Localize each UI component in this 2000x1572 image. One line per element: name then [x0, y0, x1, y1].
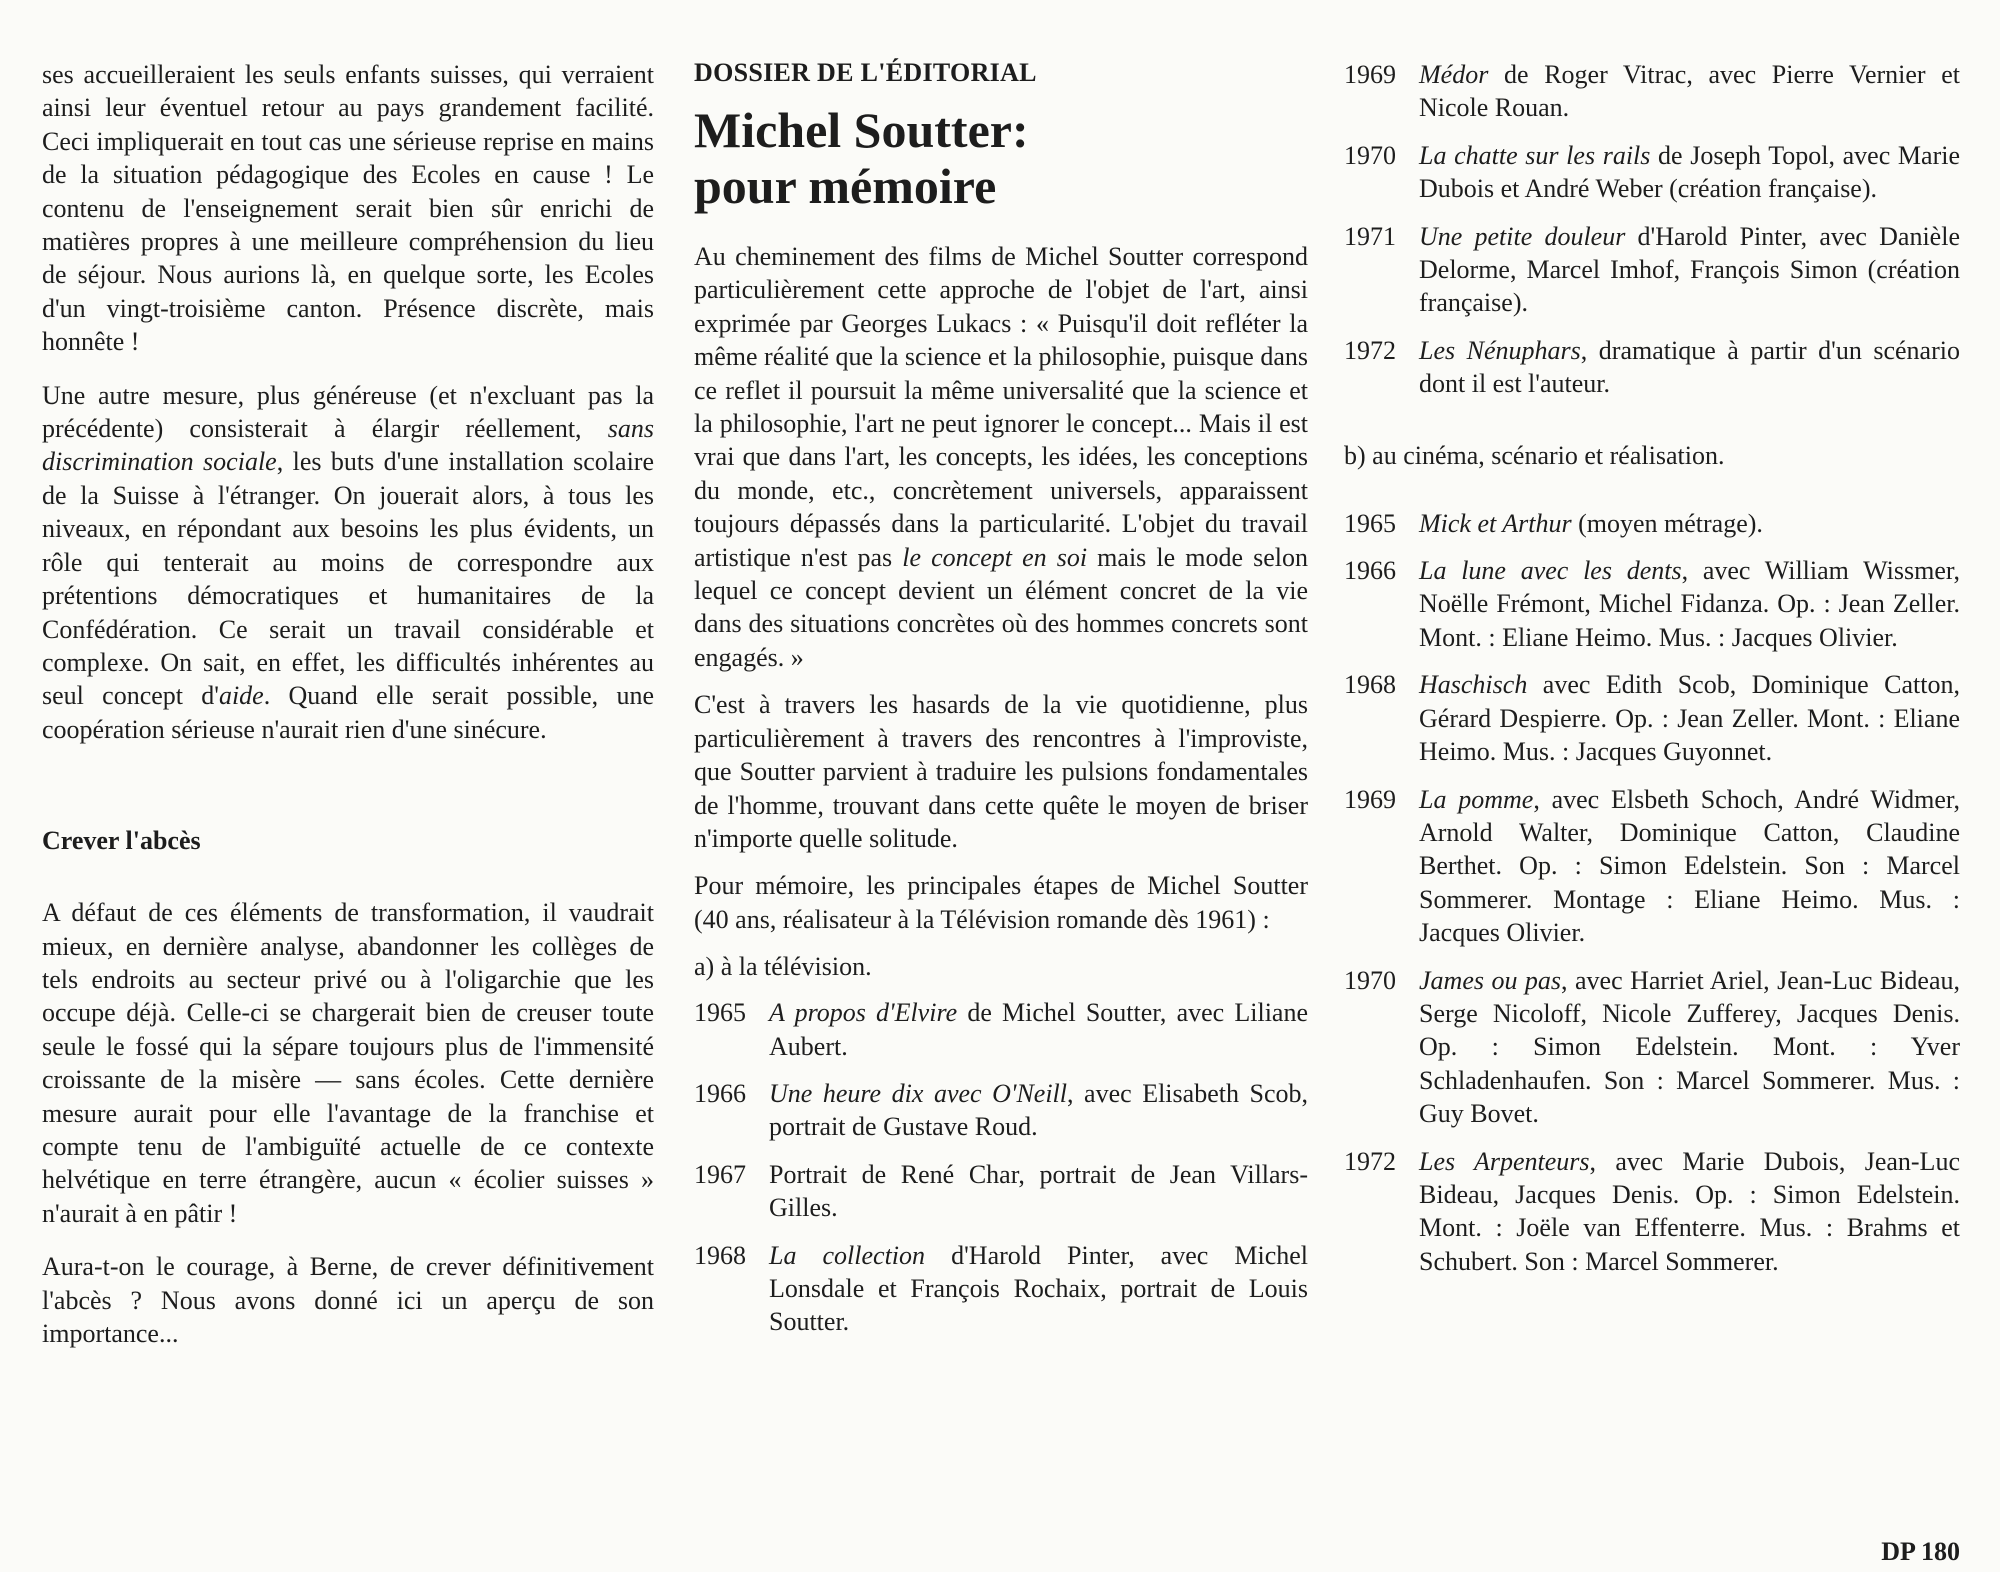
- cinema-list: [1344, 507, 1960, 1279]
- entry-text: [1419, 58, 1960, 125]
- entry-details: , avec Harriet Ariel, Jean-Luc Bideau, Serge Nicoloff, Nicole Zufferey, Jacques Denis. Op. : Simon Edelstein. Mont. : Yver Schladenhaufen. Son : Marcel Sommerer. Mus. : Guy Bovet.: [1419, 965, 1961, 1129]
- list-item: [694, 1239, 1308, 1339]
- paragraph: Au cheminement des films de Michel Soutter correspond particulièrement cette approche de l'objet de l'art, ainsi exprimée par Georges Lukacs : « Puisqu'il doit refléter la même réalité que la science et la philosophie, puisque dans ce reflet il poursuit la même universalité que la science et la philosophie, l'art ne peut ignorer le concept... Mais il est vrai que dans l'art, les concepts, les idées, les conceptions du monde, etc., concrètement universels, apparaissent toujours dépassés dans la particularité. L'objet du travail artistique n'est pas le concept en soi mais le mode selon lequel ce concept devient un élément concret de la vie dans des situations concrètes où des hommes concrets sont engagés. »: [694, 242, 1308, 672]
- entry-year: 1972: [1344, 1146, 1396, 1176]
- paragraph: C'est à travers les hasards de la vie quotidienne, plus particulièrement à travers des rencontres à l'improviste, que Soutter parvient à traduire les pulsions fondamentales de l'homme, trouvant dans cette quête le moyen de briser n'importe quelle solitude.: [694, 690, 1308, 853]
- entry-details: , avec Elsbeth Schoch, André Widmer, Arnold Walter, Dominique Catton, Claudine Berthet. Op. : Simon Edelstein. Son : Marcel Sommerer. Montage : Eliane Heimo. Mus. : Jacques Olivier.: [1419, 784, 1960, 948]
- entry-year: 1970: [1344, 965, 1396, 995]
- entry-year: 1967: [694, 1159, 746, 1189]
- entry-title: La collection: [769, 1240, 926, 1270]
- list-item: [1344, 220, 1960, 320]
- paragraph: A défaut de ces éléments de transformation, il vaudrait mieux, en dernière analyse, abandonner les collèges de tels endroits au secteur privé ou à l'oligarchie que les occupe déjà. Celle-ci se chargerait bien de creuser toute seule le fossé qui la sépare toujours plus de l'immensité croissante de la misère — sans écoles. Cette dernière mesure aurait pour elle l'avantage de la franchise et compte tenu de l'ambiguïté actuelle de ce contexte helvétique en terre étrangère, aucun « écolier suisses » n'aurait à en pâtir !: [42, 898, 654, 1228]
- entry-title: Mick et Arthur: [1419, 508, 1572, 538]
- entry-details: avec Edith Scob, Dominique Catton, Gérard Despierre. Op. : Jean Zeller. Mont. : Eliane Heimo. Mus. : Jacques Guyonnet.: [1419, 670, 1960, 767]
- list-item: [1344, 1145, 1960, 1279]
- entry-year: 1972: [1344, 335, 1396, 365]
- entry-text: [769, 996, 1308, 1063]
- list-item: [1344, 554, 1960, 654]
- entry-year: 1966: [1344, 556, 1396, 586]
- entry-title: Les Nénuphars: [1419, 335, 1581, 365]
- entry-title: Une heure dix avec O'Neill: [769, 1078, 1067, 1108]
- list-item: [694, 1077, 1308, 1144]
- entry-year: 1966: [694, 1078, 746, 1108]
- entry-year: 1965: [694, 998, 746, 1028]
- entry-text: [769, 1077, 1308, 1144]
- list-item: [694, 1158, 1308, 1225]
- entry-text: [1419, 334, 1960, 401]
- entry-text: [1419, 139, 1960, 206]
- entry-title: La chatte sur les rails: [1419, 140, 1651, 170]
- list-item: [1344, 964, 1960, 1131]
- entry-text: [769, 1158, 1308, 1225]
- list-item: [1344, 58, 1960, 125]
- paragraph: ses accueilleraient les seuls enfants suisses, qui verraient ainsi leur éventuel retour au pays grandement facilité. Ceci impliquerait en tout cas une sérieuse reprise en mains de la situation pédagogique des Ecoles en cause ! Le contenu de l'enseignement serait bien sûr enrichi de matières propres à une meilleure compréhension du lieu de séjour. Nous aurions là, en quelque sorte, les Ecoles d'un vingt-troisième canton. Présence discrète, mais honnête !: [42, 60, 654, 357]
- list-item: [1344, 334, 1960, 401]
- entry-text: [1419, 783, 1960, 950]
- entry-details: (moyen métrage).: [1571, 508, 1763, 538]
- entry-title: La lune avec les dents: [1419, 556, 1682, 586]
- entry-details: , dramatique à partir d'un scénario dont il est l'auteur.: [1419, 335, 1960, 399]
- entry-details: , avec Elisabeth Scob, portrait de Gustave Roud.: [769, 1078, 1308, 1142]
- list-item: [1344, 668, 1960, 768]
- entry-title: Les Arpenteurs: [1419, 1146, 1590, 1176]
- tv-list: [694, 996, 1308, 1339]
- entry-year: 1971: [1344, 221, 1396, 251]
- entry-year: 1968: [1344, 670, 1396, 700]
- entry-details: , avec Marie Dubois, Jean-Luc Bideau, Jacques Denis. Op. : Simon Edelstein. Mont. : Joële van Effenterre. Mus. : Brahms et Schubert. Son : Marcel Sommerer.: [1419, 1146, 1960, 1276]
- entry-year: 1965: [1344, 508, 1396, 538]
- entry-title: Haschisch: [1419, 670, 1528, 700]
- entry-details: d'Harold Pinter, avec Michel Lonsdale et François Rochaix, portrait de Louis Soutter.: [769, 1240, 1308, 1337]
- entry-text: [1419, 1145, 1960, 1279]
- entry-text: [1419, 668, 1960, 768]
- paragraph: Aura-t-on le courage, à Berne, de crever définitivement l'abcès ? Nous avons donné ici un aperçu de son importance...: [42, 1252, 654, 1348]
- entry-year: 1969: [1344, 784, 1396, 814]
- entry-details: de Michel Soutter, avec Liliane Aubert.: [769, 998, 1308, 1061]
- section-heading: Crever l'abcès: [42, 826, 201, 856]
- paragraph: Une autre mesure, plus généreuse (et n'excluant pas la précédente) consisterait à élargir réellement, sans discrimination sociale, les buts d'une installation scolaire de la Suisse à l'étranger. On jouerait alors, à tous les niveaux, en répondant aux besoins les plus évidents, un rôle qui tenterait au moins de correspondre aux prétentions démocratiques et humanitaires de la Confédération. Ce serait un travail considérable et complexe. On sait, en effet, les difficultés inhérentes au seul concept d'aide. Quand elle serait possible, une coopération sérieuse n'aurait rien d'une sinécure.: [42, 380, 654, 744]
- entry-title: James ou pas: [1419, 965, 1562, 995]
- entry-details: d'Harold Pinter, avec Danièle Delorme, Marcel Imhof, François Simon (création française).: [1419, 221, 1960, 318]
- list-label: b) au cinéma, scénario et réalisation.: [1344, 440, 1725, 470]
- list-item: [1344, 783, 1960, 950]
- entry-details: de Joseph Topol, avec Marie Dubois et André Weber (création française).: [1419, 140, 1960, 204]
- column-middle: [694, 0, 1308, 1339]
- page-number: DP 180: [1881, 1537, 1960, 1566]
- column-left: [42, 0, 654, 1350]
- tv-list-continued: [1344, 58, 1960, 401]
- entry-text: [1419, 507, 1960, 540]
- entry-text: [1419, 554, 1960, 654]
- entry-title: A propos d'Elvire: [769, 998, 958, 1028]
- entry-text: [1419, 964, 1960, 1131]
- entry-title: Une petite douleur: [1419, 221, 1626, 251]
- page-title: Michel Soutter: pour mémoire: [694, 102, 1029, 214]
- entry-details: de Roger Vitrac, avec Pierre Vernier et Nicole Rouan.: [1419, 60, 1960, 123]
- list-item: [1344, 507, 1960, 540]
- entry-year: 1970: [1344, 140, 1396, 170]
- entry-details: Portrait de René Char, portrait de Jean Villars-Gilles.: [769, 1159, 1308, 1223]
- list-label: a) à la télévision.: [694, 952, 872, 982]
- entry-year: 1969: [1344, 60, 1396, 89]
- column-right: [1344, 0, 1960, 1278]
- entry-year: 1968: [694, 1240, 746, 1270]
- paragraph: Pour mémoire, les principales étapes de Michel Soutter (40 ans, réalisateur à la Télévision romande dès 1961) :: [694, 871, 1308, 934]
- list-item: [694, 996, 1308, 1063]
- entry-text: [1419, 220, 1960, 320]
- list-item: [1344, 139, 1960, 206]
- entry-text: [769, 1239, 1308, 1339]
- entry-details: , avec William Wissmer, Noëlle Frémont, Michel Fidanza. Op. : Jean Zeller. Mont. : Eliane Heimo. Mus. : Jacques Olivier.: [1419, 556, 1961, 652]
- kicker: DOSSIER DE L'ÉDITORIAL: [694, 58, 1037, 87]
- entry-title: La pomme: [1419, 784, 1534, 814]
- entry-title: Médor: [1419, 60, 1489, 89]
